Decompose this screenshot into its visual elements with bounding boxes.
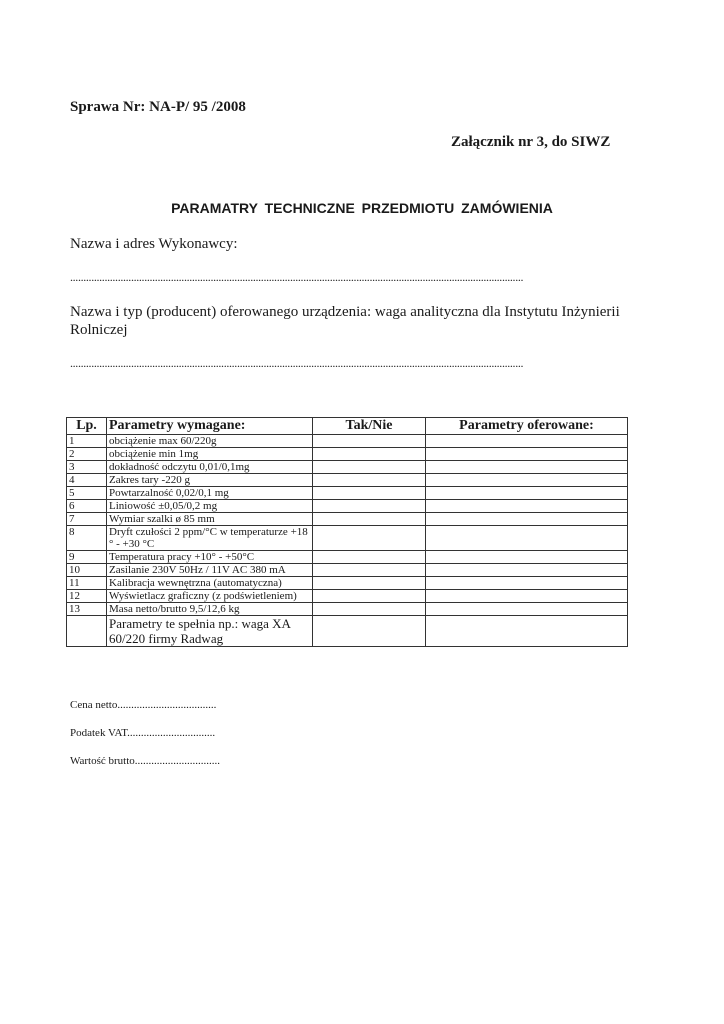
row-yesno-cell [313, 603, 426, 616]
table-row [67, 500, 628, 513]
gross-value-line: Wartość brutto............................... [70, 755, 221, 767]
row-offered-cell [426, 448, 628, 461]
table-row [67, 513, 628, 526]
row-number: 5 [67, 487, 107, 500]
note-empty-lp [67, 616, 107, 647]
row-parameter: Dryft czułości 2 ppm/°C w temperaturze +18 ° - +30 °C [107, 526, 313, 551]
row-yesno-cell [313, 500, 426, 513]
row-yesno-cell [313, 577, 426, 590]
net-price-line: Cena netto.................................... [70, 699, 217, 711]
parameters-table [66, 417, 628, 647]
row-parameter: Zasilanie 230V 50Hz / 11V AC 380 mA [107, 564, 313, 577]
table-header-row [67, 418, 628, 435]
attachment-label: Załącznik nr 3, do SIWZ [451, 134, 611, 150]
contractor-fill-line: ........................................................................................................................................................................... [70, 270, 524, 284]
row-yesno-cell [313, 590, 426, 603]
row-offered-cell [426, 474, 628, 487]
contractor-label: Nazwa i adres Wykonawcy: [70, 236, 238, 252]
table-row [67, 551, 628, 564]
header-required: Parametry wymagane: [107, 418, 313, 435]
row-number: 13 [67, 603, 107, 616]
row-parameter: Kalibracja wewnętrzna (automatyczna) [107, 577, 313, 590]
device-label: Nazwa i typ (producent) oferowanego urządzenia: waga analityczna dla Instytutu Inżynierii Rolniczej [70, 304, 620, 338]
table-row [67, 461, 628, 474]
row-number: 8 [67, 526, 107, 551]
row-number: 2 [67, 448, 107, 461]
row-number: 11 [67, 577, 107, 590]
row-parameter: Liniowość ±0,05/0,2 mg [107, 500, 313, 513]
row-number: 7 [67, 513, 107, 526]
row-offered-cell [426, 500, 628, 513]
row-yesno-cell [313, 564, 426, 577]
row-number: 9 [67, 551, 107, 564]
table-row [67, 564, 628, 577]
row-offered-cell [426, 461, 628, 474]
row-yesno-cell [313, 474, 426, 487]
case-number: Sprawa Nr: NA-P/ 95 /2008 [70, 99, 246, 115]
table-row [67, 577, 628, 590]
row-yesno-cell [313, 487, 426, 500]
note-empty-yesno [313, 616, 426, 647]
table-note-row [67, 616, 628, 647]
table-row [67, 448, 628, 461]
row-offered-cell [426, 564, 628, 577]
row-parameter: Temperatura pracy +10° - +50°C [107, 551, 313, 564]
vat-line: Podatek VAT................................ [70, 727, 216, 739]
row-number: 6 [67, 500, 107, 513]
header-yesno: Tak/Nie [313, 418, 426, 435]
note-text: Parametry te spełnia np.: waga XA 60/220 firmy Radwag [107, 616, 313, 647]
row-parameter: Masa netto/brutto 9,5/12,6 kg [107, 603, 313, 616]
row-parameter: obciążenie max 60/220g [107, 435, 313, 448]
document-title: PARAMATRY TECHNICZNE PRZEDMIOTU ZAMÓWIENIA [171, 200, 553, 216]
table-row [67, 603, 628, 616]
row-offered-cell [426, 590, 628, 603]
row-yesno-cell [313, 513, 426, 526]
row-number: 4 [67, 474, 107, 487]
row-yesno-cell [313, 461, 426, 474]
row-parameter: Wymiar szalki ø 85 mm [107, 513, 313, 526]
row-offered-cell [426, 577, 628, 590]
row-parameter: dokładność odczytu 0,01/0,1mg [107, 461, 313, 474]
row-parameter: Zakres tary -220 g [107, 474, 313, 487]
row-yesno-cell [313, 526, 426, 551]
row-offered-cell [426, 487, 628, 500]
header-lp: Lp. [67, 418, 107, 435]
row-number: 3 [67, 461, 107, 474]
row-offered-cell [426, 513, 628, 526]
row-offered-cell [426, 435, 628, 448]
table-row [67, 590, 628, 603]
row-parameter: obciążenie min 1mg [107, 448, 313, 461]
table-row [67, 526, 628, 551]
row-number: 1 [67, 435, 107, 448]
row-number: 10 [67, 564, 107, 577]
table-row [67, 435, 628, 448]
table-row [67, 487, 628, 500]
table-row [67, 474, 628, 487]
row-parameter: Wyświetlacz graficzny (z podświetleniem) [107, 590, 313, 603]
row-parameter: Powtarzalność 0,02/0,1 mg [107, 487, 313, 500]
header-offered: Parametry oferowane: [426, 418, 628, 435]
row-yesno-cell [313, 448, 426, 461]
device-fill-line: ........................................................................................................................................................................... [70, 356, 524, 370]
row-yesno-cell [313, 551, 426, 564]
note-empty-offered [426, 616, 628, 647]
row-offered-cell [426, 603, 628, 616]
row-number: 12 [67, 590, 107, 603]
row-offered-cell [426, 551, 628, 564]
row-offered-cell [426, 526, 628, 551]
row-yesno-cell [313, 435, 426, 448]
